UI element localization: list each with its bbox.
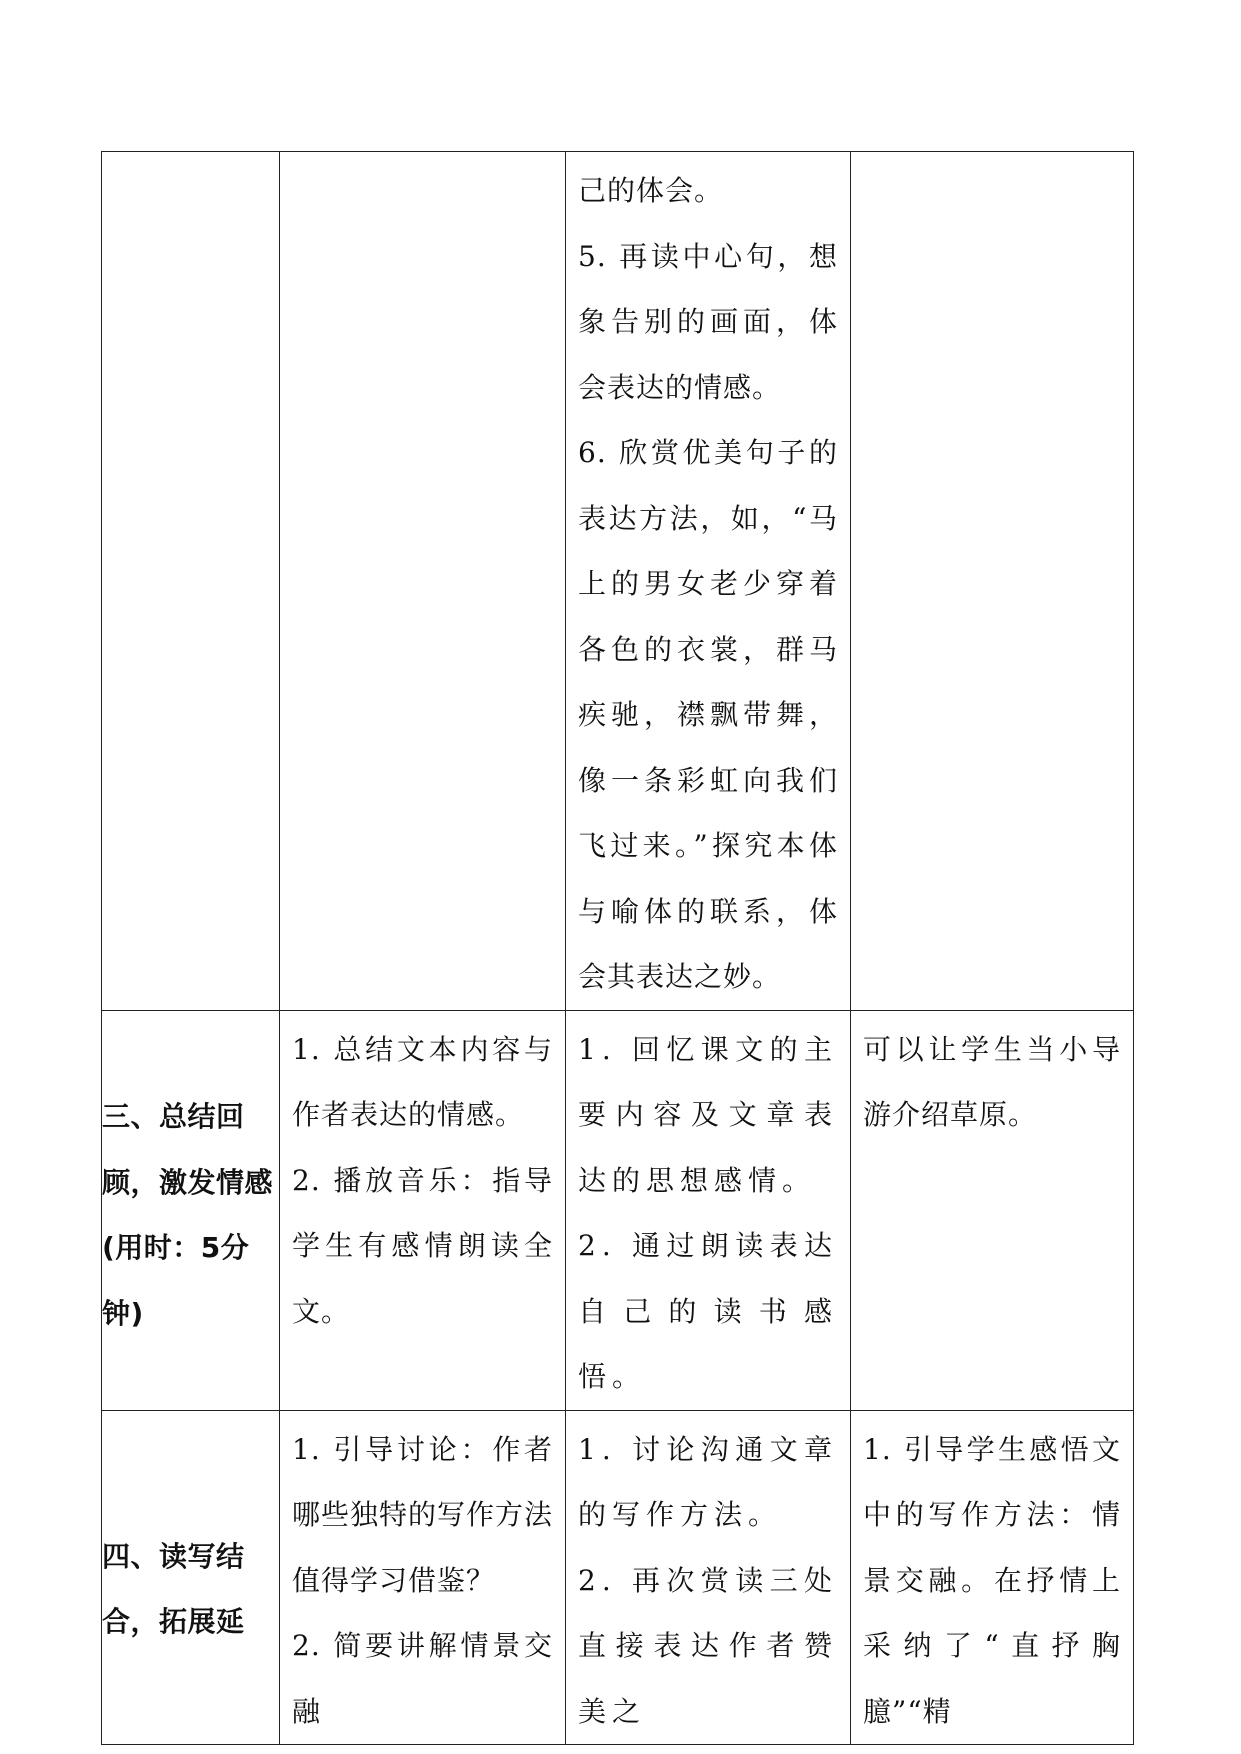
stage-cell bbox=[102, 1010, 280, 1410]
teacher-activity-line: 2. 播放音乐：指导学生有感情朗读全文。 bbox=[292, 1163, 553, 1328]
student-activity-line: 2. 通过朗读表达自己的读书感悟。 bbox=[578, 1229, 838, 1393]
student-activity-cell bbox=[566, 1410, 851, 1745]
student-activity-line: 1. 回忆课文的主要内容及文章表达的思想感情。 bbox=[578, 1032, 838, 1197]
teacher-activity-cell bbox=[280, 1410, 566, 1745]
stage-cell bbox=[102, 1410, 280, 1745]
table-row bbox=[102, 1410, 1134, 1745]
notes-line: 可以让学生当小导游介绍草原。 bbox=[863, 1032, 1121, 1131]
stage-cell bbox=[102, 152, 280, 1011]
table-row bbox=[102, 152, 1134, 1011]
student-activity-line: 1. 讨论沟通文章的写作方法。 bbox=[578, 1432, 838, 1531]
stage-label: 四、读写结合，拓展延 bbox=[102, 1539, 245, 1639]
teacher-activity-cell bbox=[280, 152, 566, 1011]
notes-line: 1. 引导学生感悟文中的写作方法：情景交融。在抒情上采纳了“直抒胸臆”“精 bbox=[863, 1432, 1121, 1728]
notes-cell bbox=[851, 1010, 1134, 1410]
student-activity-line: 6. 欣赏优美句子的表达方法，如，“马上的男女老少穿着各色的衣裳，群马疾驰，襟飘带舞，像一条彩虹向我们飞过来。”探究本体与喻体的联系，体会其表达之妙。 bbox=[578, 436, 838, 993]
stage-label: 三、总结回顾，激发情感(用时：5分钟) bbox=[102, 1100, 274, 1330]
table-row bbox=[102, 1010, 1134, 1410]
teacher-activity-line: 1. 总结文本内容与作者表达的情感。 bbox=[292, 1032, 553, 1131]
teacher-activity-line: 1. 引导讨论：作者哪些独特的写作方法值得学习借鉴？ bbox=[292, 1432, 554, 1597]
notes-cell bbox=[851, 152, 1134, 1011]
notes-cell bbox=[851, 1410, 1134, 1745]
student-activity-line: 2. 再次赏读三处直接表达作者赞美之 bbox=[578, 1563, 838, 1728]
teacher-activity-cell bbox=[280, 1010, 566, 1410]
student-activity-line: 己的体会。 bbox=[578, 174, 724, 207]
lesson-plan-table bbox=[101, 151, 1134, 1745]
student-activity-cell bbox=[566, 152, 851, 1011]
teacher-activity-line: 2. 简要讲解情景交融 bbox=[292, 1629, 553, 1728]
student-activity-line: 5. 再读中心句，想象告别的画面，体会表达的情感。 bbox=[578, 239, 838, 404]
student-activity-cell bbox=[566, 1010, 851, 1410]
